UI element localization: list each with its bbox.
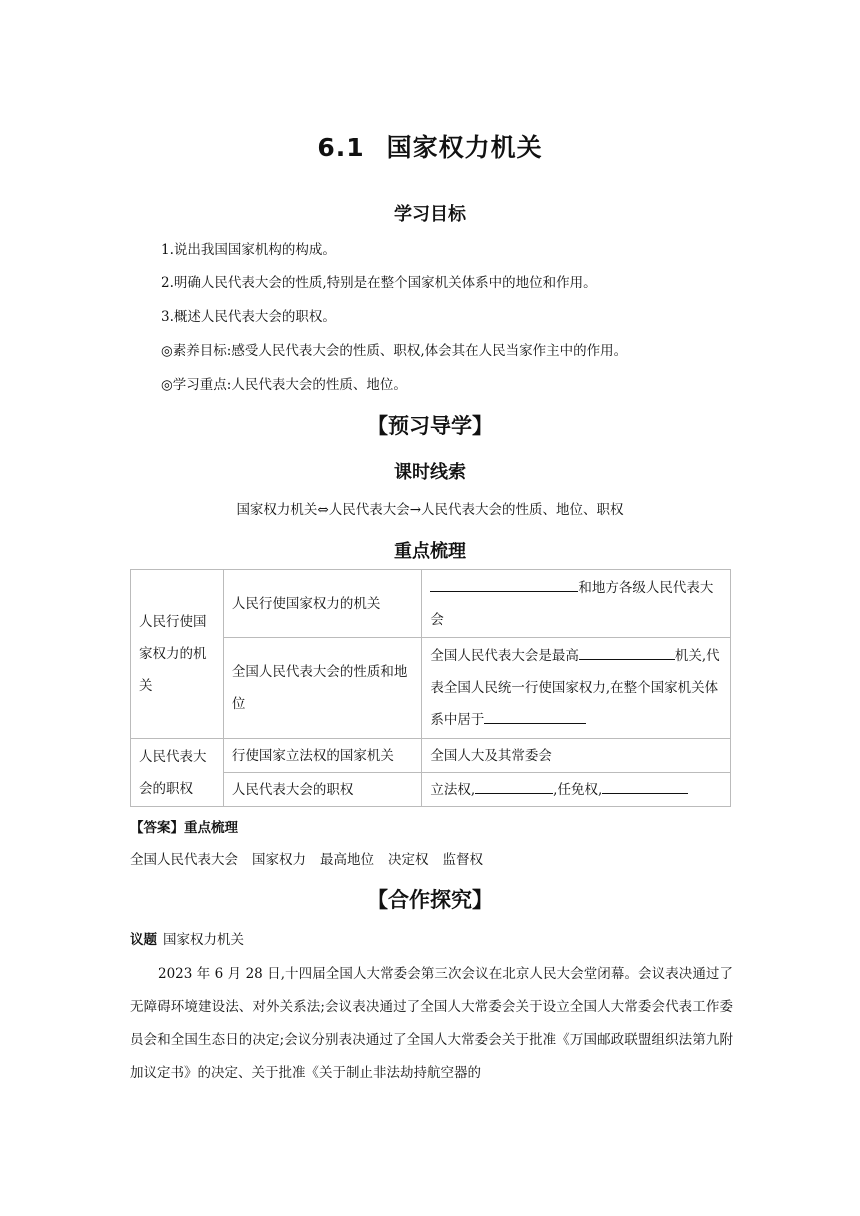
fill-blank[interactable]: [484, 708, 586, 724]
table-row: [131, 739, 731, 773]
desc-text: 全国人民代表大会是最高: [430, 648, 579, 664]
group-label: 人民行使国家权力的机关: [131, 570, 224, 739]
table-row: [131, 570, 731, 638]
item-cell: 行使国家立法权的国家机关: [223, 739, 422, 773]
clue-heading: 课时线索: [394, 462, 466, 483]
group-label: 人民代表大会的职权: [131, 739, 224, 807]
answer-item: 监督权: [442, 852, 483, 868]
desc-text: 和地方各级人民代表大会: [430, 579, 714, 628]
desc-text: 立法权,: [430, 781, 476, 798]
item-cell: 全国人民代表大会的性质和地位: [223, 638, 422, 739]
topic-text: 国家权力机关: [163, 932, 244, 948]
lesson-title: [0, 128, 860, 164]
answer-item: 决定权: [388, 852, 429, 868]
desc-cell: [422, 773, 731, 807]
lesson-title-text: 国家权力机关: [386, 133, 543, 162]
item-cell: 人民代表大会的职权: [223, 773, 422, 807]
objective-item: 1.说出我国国家机构的构成。: [161, 242, 336, 258]
fill-blank[interactable]: [430, 576, 578, 592]
clue-text: 国家权力机关⇔人民代表大会→人民代表大会的性质、地位、职权: [236, 502, 624, 518]
key-points-table: [130, 569, 731, 807]
desc-cell: 全国人大及其常委会: [422, 739, 731, 773]
desc-cell: [422, 570, 731, 638]
lesson-number: 6.1: [317, 133, 365, 162]
answer-label: 【答案】重点梳理: [130, 820, 238, 836]
key-point: ◎学习重点:人民代表大会的性质、地位。: [161, 377, 407, 393]
answer-item: 全国人民代表大会: [130, 852, 238, 868]
answer-list: [130, 848, 497, 868]
desc-text: 机关,代表全国人民统一行使国家权力,在整个国家机关体系中居于: [430, 648, 720, 728]
objectives-heading: 学习目标: [394, 204, 466, 225]
objective-item: 2.明确人民代表大会的性质,特别是在整个国家机关体系中的地位和作用。: [161, 275, 597, 291]
answer-item: 国家权力: [252, 852, 306, 868]
topic-line: [130, 928, 244, 948]
desc-text: ,任免权,: [553, 781, 603, 798]
preview-heading: 【预习导学】: [367, 414, 493, 438]
desc-cell: [422, 638, 731, 739]
answer-item: 最高地位: [320, 852, 374, 868]
literacy-goal: ◎素养目标:感受人民代表大会的性质、职权,体会其在人民当家作主中的作用。: [161, 343, 628, 359]
fill-blank[interactable]: [579, 644, 675, 660]
key-heading: 重点梳理: [394, 541, 466, 562]
topic-label: 议题: [130, 932, 157, 948]
fill-blank[interactable]: [475, 778, 553, 794]
fill-blank[interactable]: [602, 778, 688, 794]
item-cell: 人民行使国家权力的机关: [223, 570, 422, 638]
objective-item: 3.概述人民代表大会的职权。: [161, 309, 336, 325]
case-paragraph: 2023 年 6 月 28 日,十四届全国人大常委会第三次会议在北京人民大会堂闭幕。会议表决通过了无障碍环境建设法、对外关系法;会议表决通过了全国人大常委会关于设立全国人大常委会代表工作委员会和全国生态日的决定;会议分别表决通过了全国人大常委会关于批准《万国邮政联盟组织法第九附加议定书》的决定、关于批准《关于制止非法劫持航空器的: [130, 966, 733, 1081]
explore-heading: 【合作探究】: [367, 888, 493, 912]
